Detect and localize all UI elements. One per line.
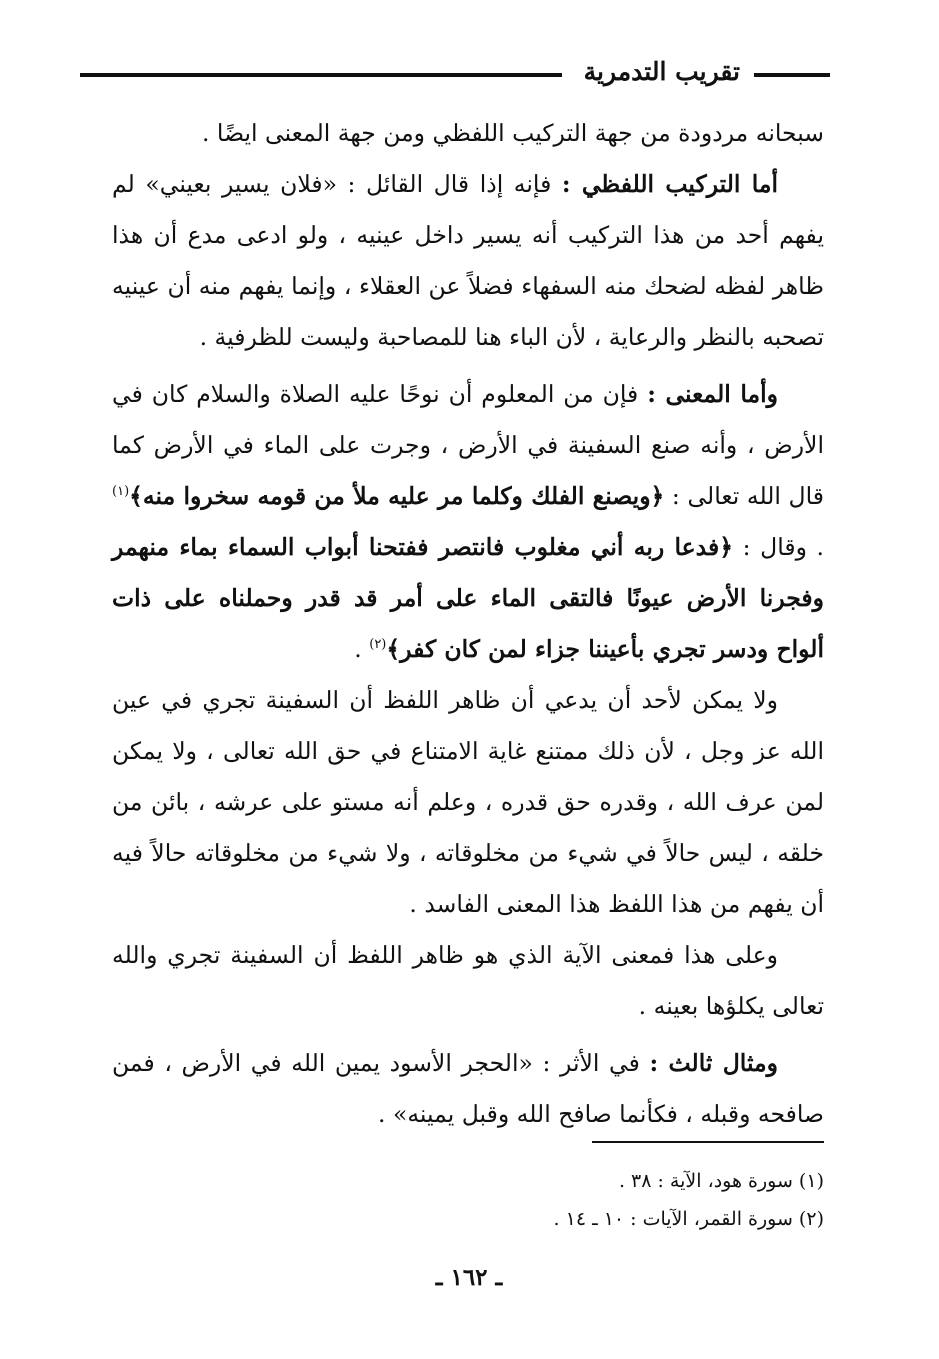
- paragraph-3: ولا يمكن لأحد أن يدعي أن ظاهر اللفظ أن السفينة تجري في عين الله عز وجل ، لأن ذلك ممتنع غاية الامتناع في حق الله تعالى ، ولا يمكن لمن عرف الله ، وقدره حق قدره ، وعلم أنه مستو على عرشه ، بائن من خلقه ، ليس حالاً في شيء من مخلوقاته ، ولا شيء من مخلوقاته حالاً فيه أن يفهم من هذا اللفظ هذا المعنى الفاسد .: [112, 686, 824, 918]
- paragraph-1-lead: أما التركيب اللفظي :: [561, 170, 778, 198]
- paragraph-2-text-1: فإن من المعلوم أن نوحًا عليه الصلاة والسلام كان في الأرض ، وأنه صنع السفينة في الأرض ، وجرت على الماء في الأرض كما قال الله تعالى :: [112, 380, 824, 510]
- body-text: [112, 108, 824, 1140]
- footnote-ref-1[interactable]: (١): [112, 484, 130, 500]
- footnote-ref-2[interactable]: (٢): [369, 637, 387, 653]
- header-rule-right: [754, 73, 830, 77]
- paragraph-5: [112, 1038, 824, 1140]
- quran-quote-1: ﴿ويصنع الفلك وكلما مر عليه ملأ من قومه سخروا منه﴾: [129, 482, 665, 510]
- paragraph-2-end: .: [354, 635, 370, 663]
- header-title: تقريب التدمرية: [583, 57, 740, 86]
- paragraph-5-text: في الأثر : «الحجر الأسود يمين الله في الأرض ، فمن صافحه وقبله ، فكأنما صافح الله وقبل يمينه» .: [112, 1049, 824, 1128]
- running-header: [80, 52, 830, 92]
- paragraph-2-lead: وأما المعنى :: [647, 380, 778, 408]
- footnote-1: (١) سورة هود، الآية : ٣٨ .: [618, 1170, 824, 1192]
- paragraph-2: [112, 369, 824, 675]
- paragraph-1: [112, 159, 824, 363]
- paragraph-5-lead: ومثال ثالث :: [649, 1049, 778, 1077]
- paragraph-2-text-2: . وقال :: [733, 533, 824, 561]
- paragraph-1-text: فإنه إذا قال القائل : «فلان يسير بعيني» لم يفهم أحد من هذا التركيب أنه يسير داخل عينيه ، ولو ادعى مدع أن هذا ظاهر لفظه لضحك منه السفهاء فضلاً عن العقلاء ، وإنما يفهم منه أن عينيه تصحبه بالنظر والرعاية ، لأن الباء هنا للمصاحبة وليست للظرفية .: [112, 170, 824, 351]
- header-rule-left: [80, 73, 562, 77]
- paragraph-4: وعلى هذا فمعنى الآية الذي هو ظاهر اللفظ أن السفينة تجري والله تعالى يكلؤها بعينه .: [112, 941, 824, 1020]
- footnotes: [112, 1162, 824, 1238]
- page-number: ـ ١٦٢ ـ: [435, 1264, 503, 1291]
- footnote-separator: [592, 1141, 824, 1143]
- footnote-2: (٢) سورة القمر، الآيات : ١٠ ـ ١٤ .: [553, 1208, 824, 1230]
- paragraph-0: سبحانه مردودة من جهة التركيب اللفظي ومن جهة المعنى ايضًا .: [201, 119, 824, 147]
- quran-quote-2: ﴿فدعا ربه أني مغلوب فانتصر ففتحنا أبواب السماء بماء منهمر وفجرنا الأرض عيونًا فالتقى الماء على أمر قد قدر وحملناه على ذات ألواح ودسر تجري بأعيننا جزاء لمن كان كفر﴾: [112, 533, 824, 663]
